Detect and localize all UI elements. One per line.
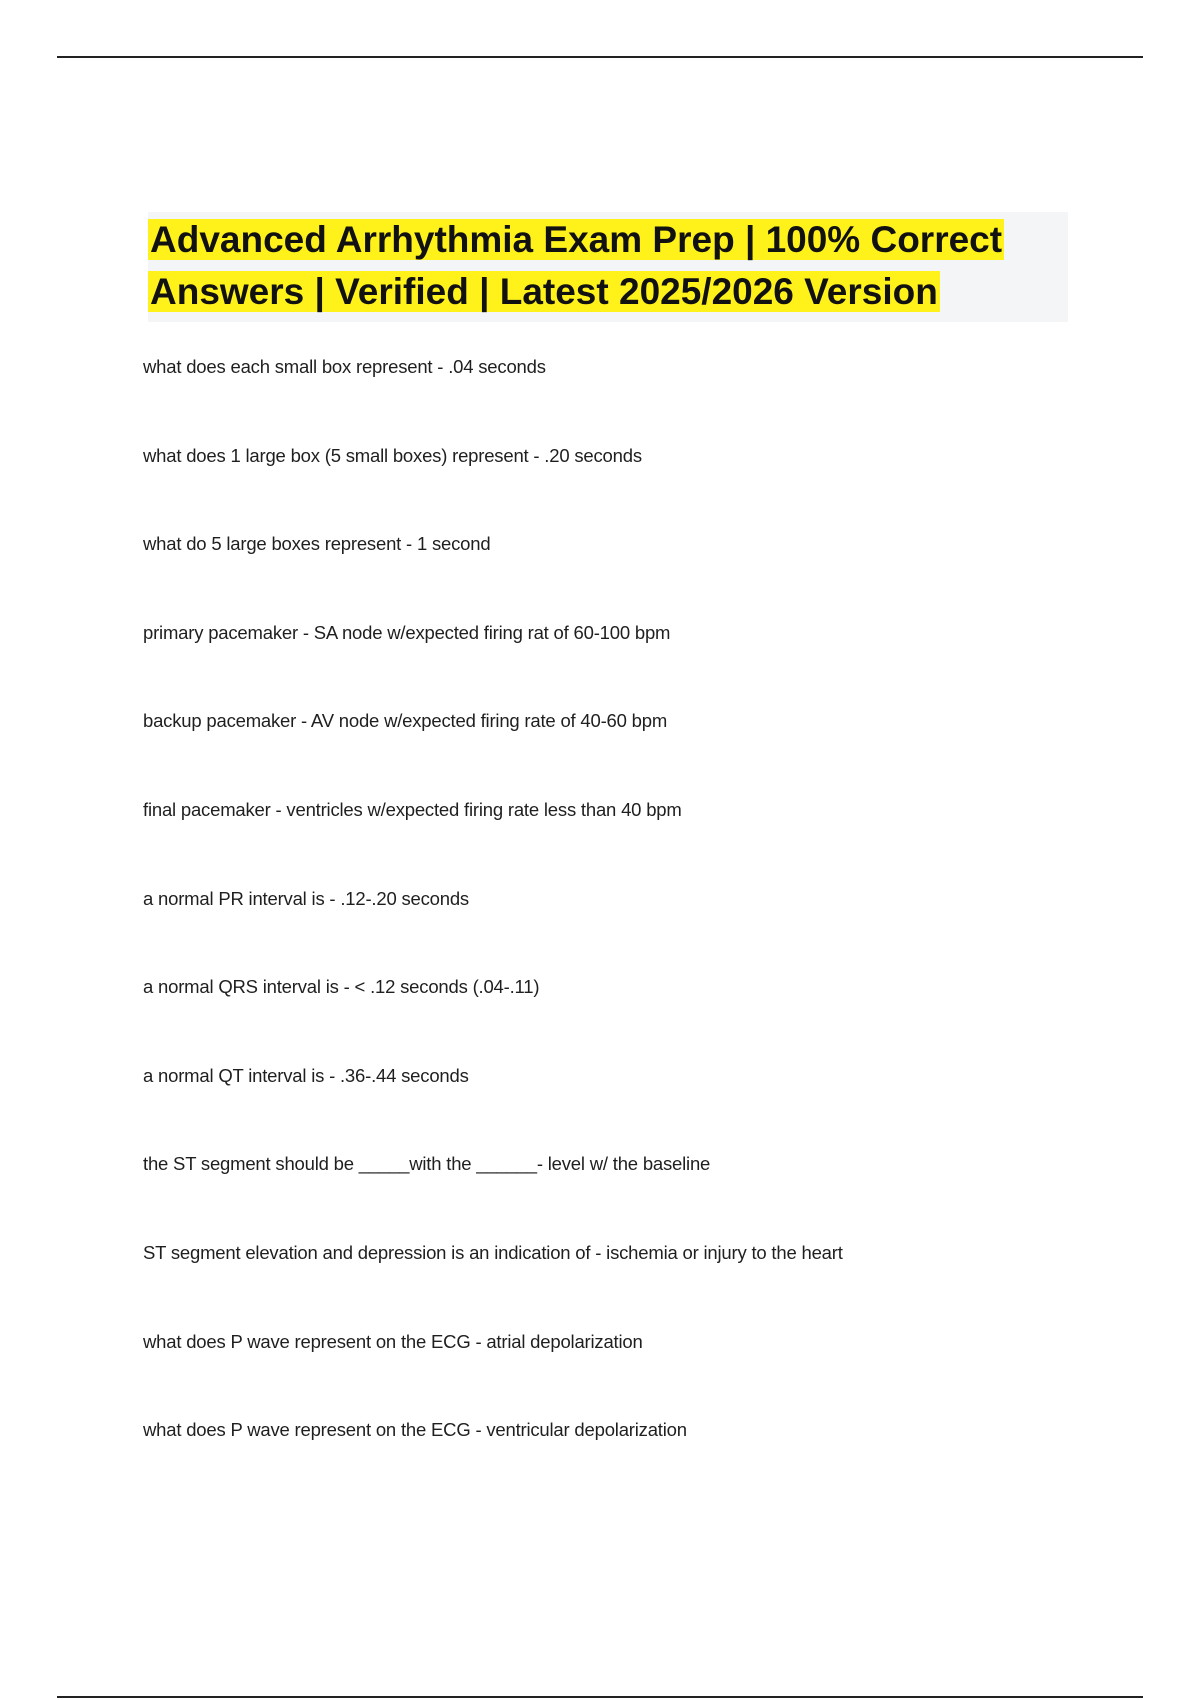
title-line-1-text: Advanced Arrhythmia Exam Prep | 100% Correct	[150, 219, 1003, 260]
flashcard-list	[143, 355, 1143, 1507]
bottom-rule	[57, 1696, 1143, 1698]
title-line-2	[148, 266, 1068, 318]
list-item: what does P wave represent on the ECG - atrial depolarization	[143, 1330, 643, 1352]
top-rule	[57, 56, 1143, 58]
list-item: the ST segment should be _____with the ______- level w/ the baseline	[143, 1153, 711, 1175]
list-item: final pacemaker - ventricles w/expected firing rate less than 40 bpm	[143, 798, 682, 820]
title-line-2-text: Answers | Verified | Latest 2025/2026 Version	[150, 271, 938, 312]
list-item: ST segment elevation and depression is an indication of - ischemia or injury to the heart	[143, 1241, 843, 1263]
title-line-1	[148, 214, 1068, 266]
document-title	[148, 212, 1068, 322]
list-item: a normal QT interval is - .36-.44 seconds	[143, 1064, 469, 1086]
list-item: what does 1 large box (5 small boxes) represent - .20 seconds	[143, 444, 642, 466]
list-item: primary pacemaker - SA node w/expected firing rat of 60-100 bpm	[143, 621, 671, 643]
list-item: a normal QRS interval is - < .12 seconds (.04-.11)	[143, 976, 540, 998]
list-item: what does P wave represent on the ECG - ventricular depolarization	[143, 1419, 687, 1441]
list-item: what do 5 large boxes represent - 1 second	[143, 533, 491, 555]
list-item: what does each small box represent - .04 seconds	[143, 356, 546, 377]
list-item: backup pacemaker - AV node w/expected firing rate of 40-60 bpm	[143, 710, 668, 732]
list-item: a normal PR interval is - .12-.20 seconds	[143, 887, 469, 909]
